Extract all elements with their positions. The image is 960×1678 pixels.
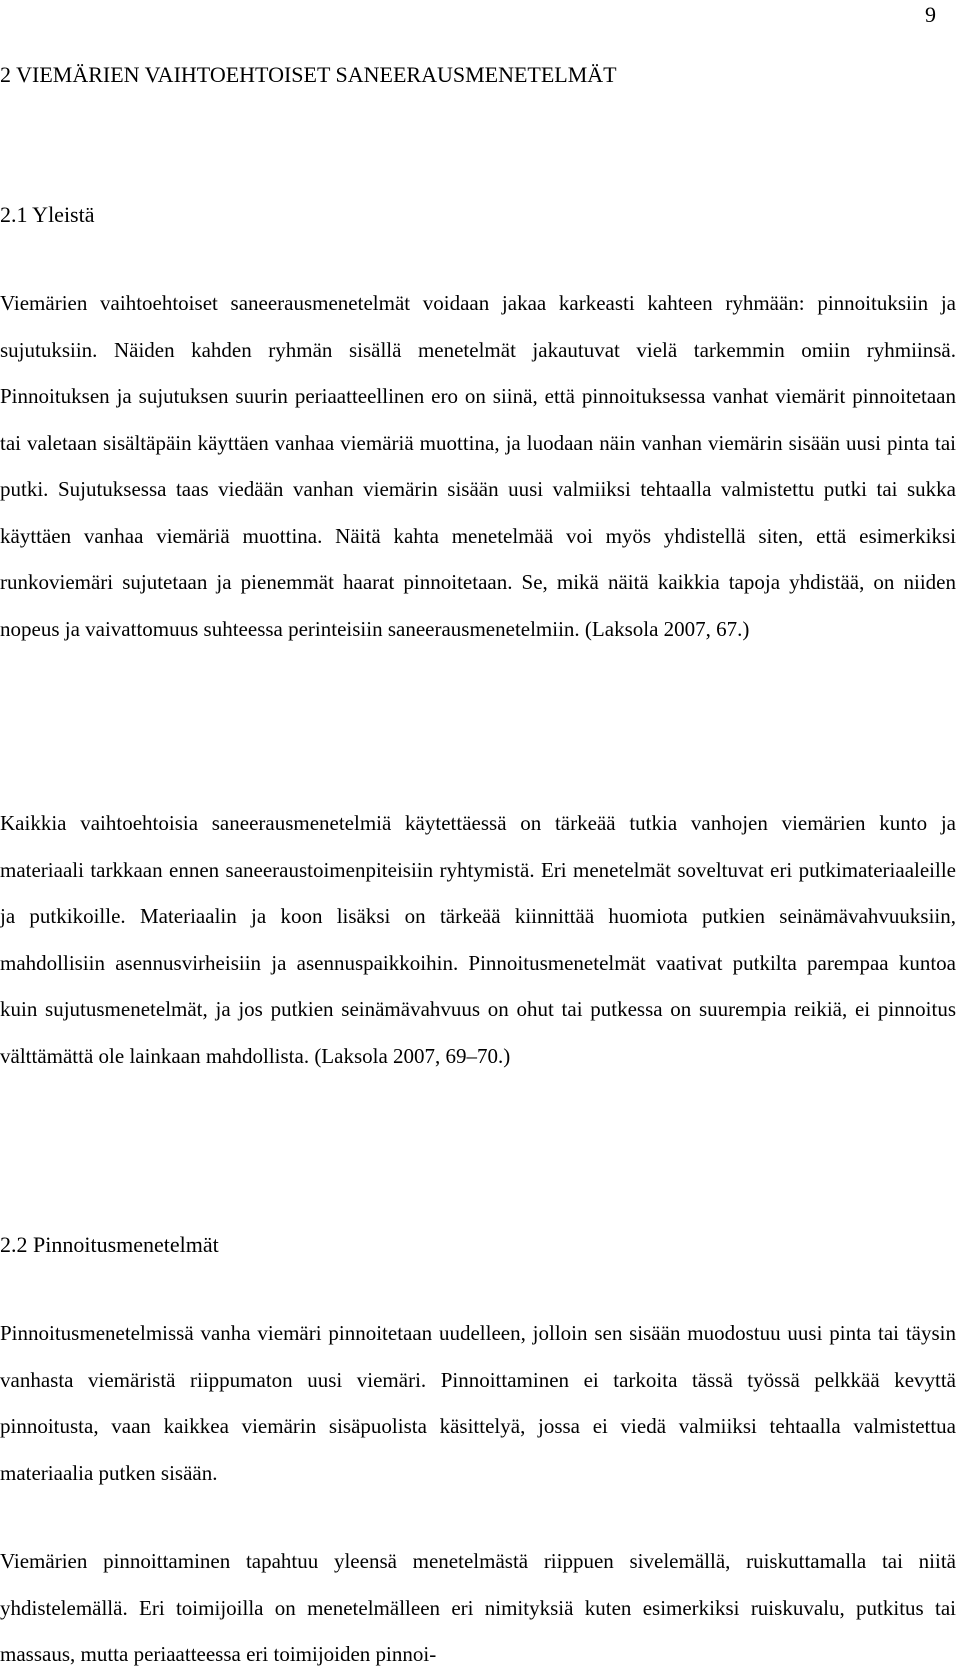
- page-number: 9: [925, 2, 936, 27]
- section-heading-pinnoitusmenetelmat: 2.2 Pinnoitusmenetelmät: [0, 1232, 219, 1257]
- chapter-heading: 2 VIEMÄRIEN VAIHTOEHTOISET SANEERAUSMENETELMÄT: [0, 62, 617, 87]
- paragraph: Viemärien pinnoittaminen tapahtuu yleensä menetelmästä riippuen sivelemällä, ruiskuttamalla tai niitä yhdistelemällä. Eri toimijoilla on menetelmälleen eri nimityksiä kuten esimerkiksi ruiskuvalu, putkitus tai massaus, mutta periaatteessa eri toimijoiden pinnoi-: [0, 1549, 956, 1666]
- paragraph: Viemärien vaihtoehtoiset saneerausmenetelmät voidaan jakaa karkeasti kahteen ryhmään: pinnoituksiin ja sujutuksiin. Näiden kahden ryhmän sisällä menetelmät jakautuvat vielä tarkemmin omiin ryhmiinsä. Pinnoituksen ja sujutuksen suurin periaatteellinen ero on siinä, että pinnoituksessa vanhat viemärit pinnoitetaan tai valetaan sisältäpäin käyttäen vanhaa viemäriä muottina, ja luodaan näin vanhan viemärin sisään uusi pinta tai putki. Sujutuksessa taas viedään vanhan viemärin sisään uusi valmiiksi tehtaalla valmistettu putki tai sukka käyttäen vanhaa viemäriä muottina. Näitä kahta menetelmää voi myös yhdistellä siten, että esimerkiksi runkoviemäri sujutetaan ja pienemmät haarat pinnoitetaan. Se, mikä näitä kaikkia tapoja yhdistää, on niiden nopeus ja vaivattomuus suhteessa perinteisiin saneerausmenetelmiin. (Laksola 2007, 67.): [0, 291, 956, 641]
- paragraph: Kaikkia vaihtoehtoisia saneerausmenetelmiä käytettäessä on tärkeää tutkia vanhojen viemärien kunto ja materiaali tarkkaan ennen saneeraustoimenpiteisiin ryhtymistä. Eri menetelmät soveltuvat eri putkimateriaaleille ja putkikoille. Materiaalin ja koon lisäksi on tärkeää kiinnittää huomiota putkien seinämävahvuuksiin, mahdollisiin asennusvirheisiin ja asennuspaikkoihin. Pinnoitusmenetelmät vaativat putkilta parempaa kuntoa kuin sujutusmenetelmät, ja jos putkien seinämävahvuus on ohut tai putkessa on suurempia reikiä, ei pinnoitus välttämättä ole lainkaan mahdollista. (Laksola 2007, 69–70.): [0, 811, 956, 1068]
- paragraph: Pinnoitusmenetelmissä vanha viemäri pinnoitetaan uudelleen, jolloin sen sisään muodostuu uusi pinta tai täysin vanhasta viemäristä riippumaton uusi viemäri. Pinnoittaminen ei tarkoita tässä työssä pelkkää kevyttä pinnoitusta, vaan kaikkea viemärin sisäpuolista käsittelyä, jossa ei viedä valmiiksi tehtaalla valmistettua materiaalia putken sisään.: [0, 1321, 956, 1485]
- section-heading-yleista: 2.1 Yleistä: [0, 202, 95, 227]
